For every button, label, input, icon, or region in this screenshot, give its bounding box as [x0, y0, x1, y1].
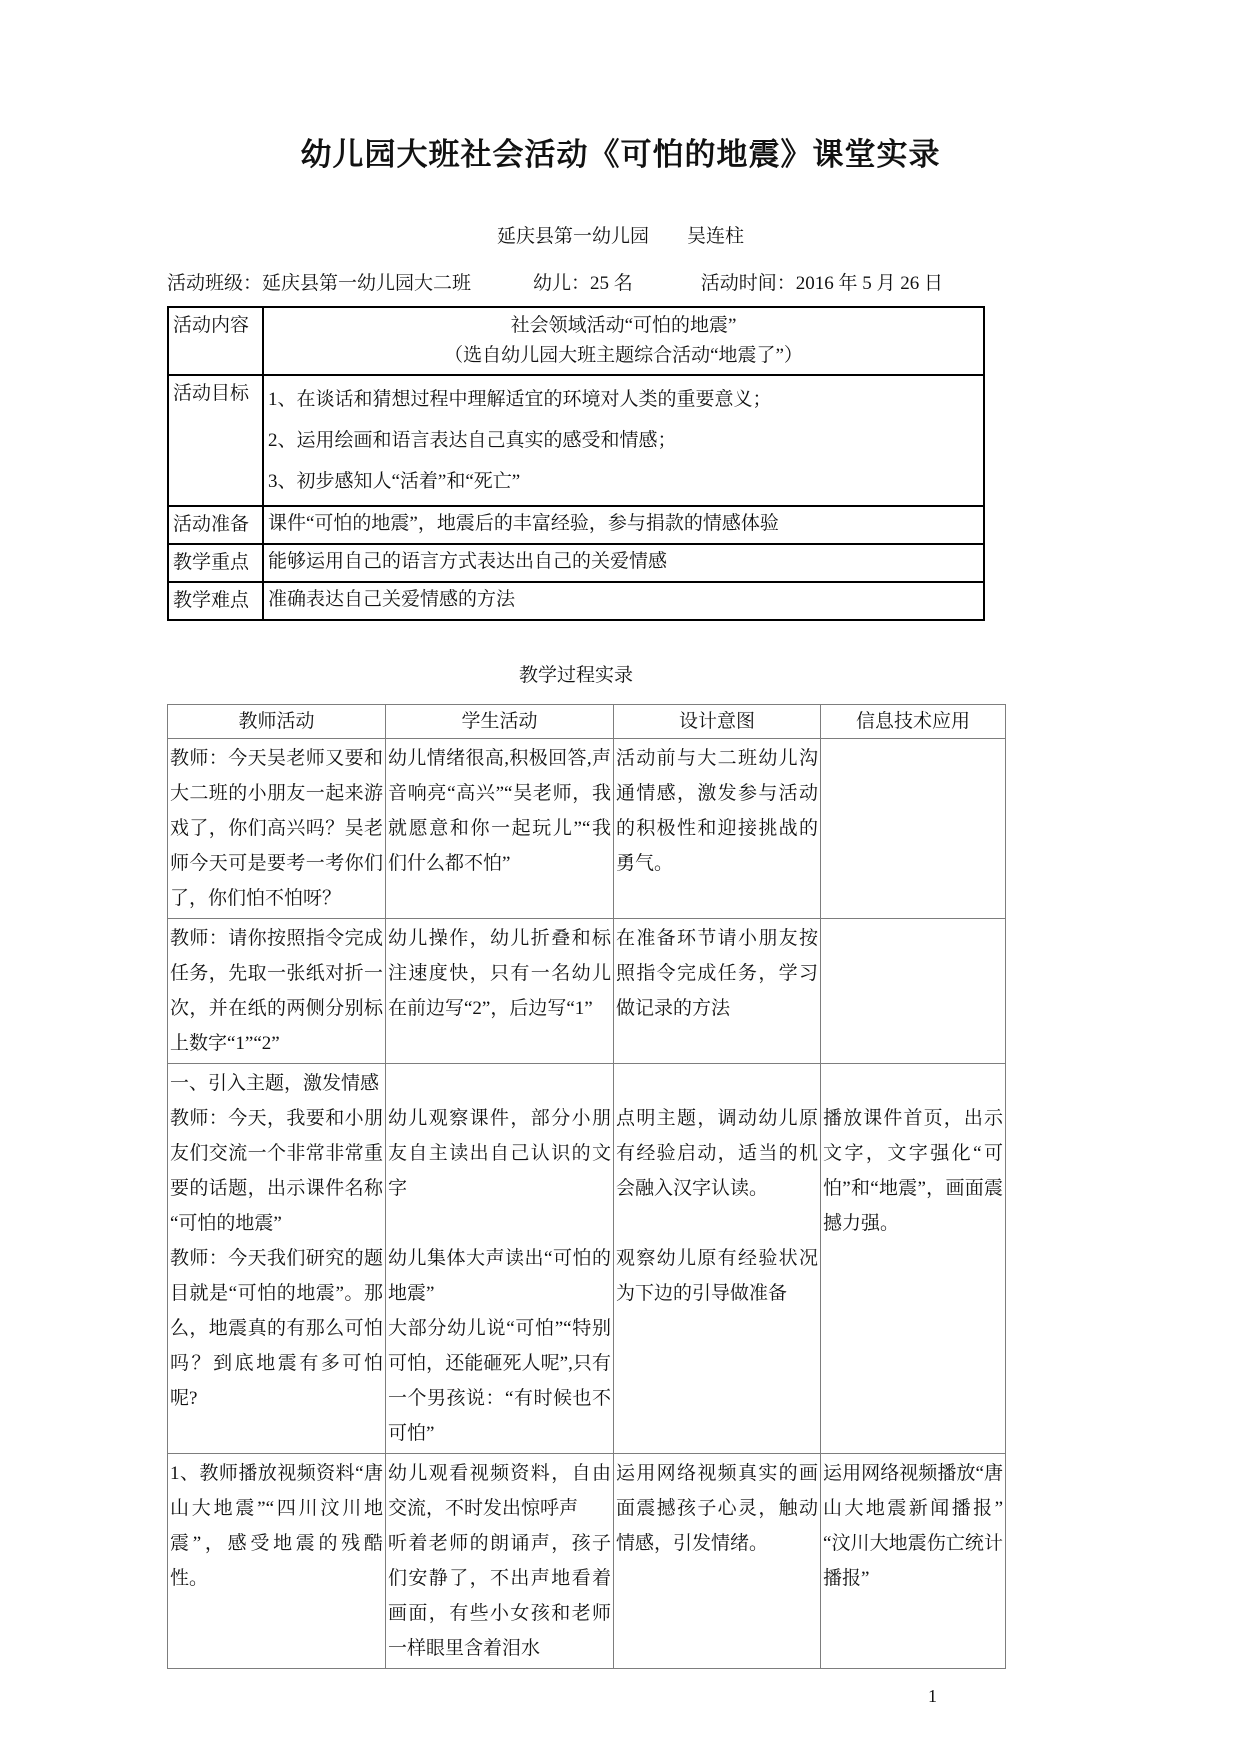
header-row [168, 705, 1006, 739]
paragraph: 幼儿观看视频资料，自由交流，不时发出惊呼声 [388, 1463, 611, 1519]
paragraph: 1、教师播放视频资料“唐山大地震”“四川汶川地震”，感受地震的残酷性。 [170, 1463, 383, 1589]
table-row [168, 582, 984, 620]
paragraph: （选自幼儿园大班主题综合活动“地震了”） [444, 345, 803, 366]
teacher-activity-cell [168, 1064, 386, 1454]
paragraph: 一、引入主题，激发情感 [170, 1073, 380, 1094]
process-section-heading: 教学过程实录 [518, 665, 633, 686]
column-header-it-application: 信息技术应用 [821, 705, 1006, 739]
row-label: 活动内容 [168, 307, 263, 375]
row-label: 活动准备 [168, 506, 263, 544]
paragraph: 大部分幼儿说“可怕”“特别可怕，还能砸死人呢”,只有一个男孩说：“有时候也不可怕” [388, 1318, 611, 1444]
table-row [168, 307, 984, 375]
paragraph: 3、初步感知人“活着”和“死亡” [268, 471, 521, 492]
row-label: 教学重点 [168, 544, 263, 582]
activity-class: 活动班级：延庆县第一幼儿园大二班 [167, 273, 472, 294]
paragraph: 听着老师的朗诵声，孩子们安静了，不出声地看着画面，有些小女孩和老师一样眼里含着泪水 [388, 1533, 611, 1659]
design-intent-cell [614, 919, 821, 1064]
paragraph: 观察幼儿原有经验状况为下边的引导做准备 [616, 1248, 818, 1304]
row-value [263, 582, 984, 620]
row-value [263, 506, 984, 544]
paragraph: 幼儿操作，幼儿折叠和标注速度快，只有一名幼儿在前边写“2”，后边写“1” [388, 928, 611, 1019]
design-intent-cell [614, 739, 821, 919]
table-row [168, 506, 984, 544]
paragraph: 播放课件首页，出示文字，文字强化“可怕”和“地震”，画面震撼力强。 [823, 1108, 1003, 1234]
paragraph: 点明主题，调动幼儿原有经验启动，适当的机会融入汉字认读。 [616, 1108, 818, 1199]
teacher-activity-cell [168, 919, 386, 1064]
row-value [263, 375, 984, 506]
student-activity-cell [386, 919, 614, 1064]
teaching-process-table [167, 704, 1006, 1669]
activity-info-line [167, 271, 985, 297]
row-value [263, 307, 984, 375]
row-label: 活动目标 [168, 375, 263, 506]
activity-children-count: 幼儿：25 名 [533, 273, 633, 294]
paragraph [616, 1066, 818, 1101]
activity-time: 活动时间：2016 年 5 月 26 日 [700, 273, 944, 294]
paragraph: 运用网络视频真实的画面震撼孩子心灵，触动情感，引发情绪。 [616, 1463, 818, 1554]
table-row [168, 739, 1006, 919]
document-subtitle: 延庆县第一幼儿园 吴连柱 [496, 226, 744, 247]
row-value [263, 544, 984, 582]
table-row [168, 375, 984, 506]
paragraph: 能够运用自己的语言方式表达出自己的关爱情感 [268, 551, 668, 572]
paragraph: 社会领域活动“可怕的地震” [510, 315, 737, 336]
table-row [168, 1064, 1006, 1454]
paragraph: 活动前与大二班幼儿沟通情感，激发参与活动的积极性和迎接挑战的勇气。 [616, 748, 818, 874]
page-number: 1 [928, 1686, 937, 1706]
paragraph [823, 1066, 1003, 1101]
paragraph: 课件“可怕的地震”，地震后的丰富经验，参与捐款的情感体验 [268, 513, 779, 534]
paragraph: 教师：今天我们研究的题目就是“可怕的地震”。那么，地震真的有那么可怕吗？到底地震有多可怕呢? [170, 1248, 383, 1409]
it-application-cell [821, 1064, 1006, 1454]
paragraph: 运用网络视频播放“唐山大地震新闻播报”“汶川大地震伤亡统计播报” [823, 1463, 1003, 1589]
paragraph: 幼儿情绪很高,积极回答,声音响亮“高兴”“吴老师，我就愿意和你一起玩儿”“我们什么都不怕” [388, 748, 611, 874]
it-application-cell [821, 739, 1006, 919]
design-intent-cell [614, 1064, 821, 1454]
paragraph: 教师：今天，我要和小朋友们交流一个非常非常重要的话题，出示课件名称“可怕的地震” [170, 1108, 383, 1234]
table-row [168, 1454, 1006, 1669]
paragraph: 在准备环节请小朋友按照指令完成任务，学习做记录的方法 [616, 928, 818, 1019]
table-row [168, 544, 984, 582]
paragraph: 教师：今天吴老师又要和大二班的小朋友一起来游戏了，你们高兴吗？吴老师今天可是要考一考你们了，你们怕不怕呀？ [170, 748, 383, 909]
row-label: 教学难点 [168, 582, 263, 620]
column-header-teacher-activity: 教师活动 [168, 705, 386, 739]
table-row [168, 919, 1006, 1064]
paragraph: 2、运用绘画和语言表达自己真实的感受和情感； [268, 430, 677, 451]
column-header-student-activity: 学生活动 [386, 705, 614, 739]
design-intent-cell [614, 1454, 821, 1669]
paragraph: 幼儿集体大声读出“可怕的地震” [388, 1248, 611, 1304]
paragraph [616, 1206, 818, 1241]
paragraph: 教师：请你按照指令完成任务，先取一张纸对折一次，并在纸的两侧分别标上数字“1”“2” [170, 928, 383, 1054]
teacher-activity-cell [168, 739, 386, 919]
paragraph [388, 1206, 611, 1241]
it-application-cell [821, 1454, 1006, 1669]
student-activity-cell [386, 739, 614, 919]
paragraph: 幼儿观察课件，部分小朋友自主读出自己认识的文字 [388, 1108, 611, 1199]
student-activity-cell [386, 1454, 614, 1669]
student-activity-cell [386, 1064, 614, 1454]
column-header-design-intent: 设计意图 [614, 705, 821, 739]
teacher-activity-cell [168, 1454, 386, 1669]
paragraph [388, 1066, 611, 1101]
document-title: 幼儿园大班社会活动《可怕的地震》课堂实录 [300, 137, 941, 172]
paragraph: 准确表达自己关爱情感的方法 [268, 589, 516, 610]
it-application-cell [821, 919, 1006, 1064]
activity-overview-table [167, 306, 985, 621]
paragraph: 1、在谈话和猜想过程中理解适宜的环境对人类的重要意义； [268, 389, 772, 410]
